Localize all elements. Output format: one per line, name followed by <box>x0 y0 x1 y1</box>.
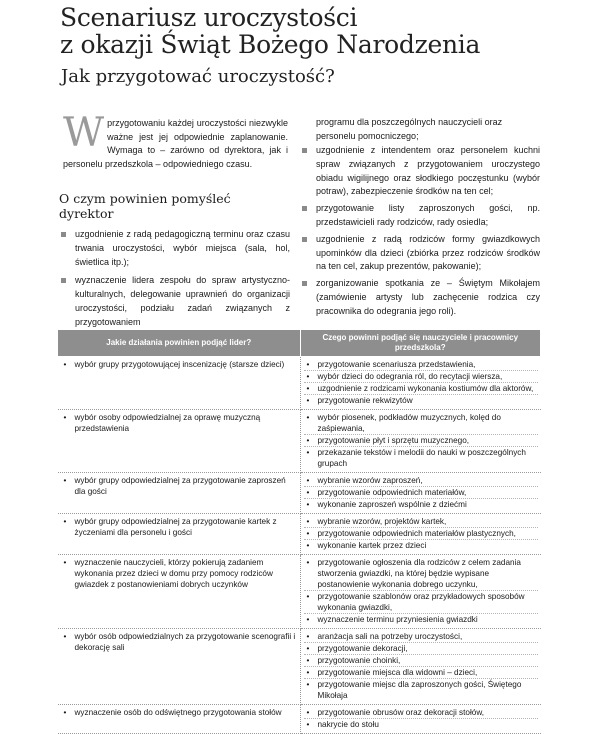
director-task-list-right <box>300 144 540 322</box>
square-bullet-icon <box>302 206 307 211</box>
table-row <box>58 629 541 705</box>
staff-task: • przygotowanie ogłoszenia dla rodziców z celem zadania stworzenia gwiazdki, na której będzie wypisane postanowienie wykonania dobrego uczynku, <box>304 557 538 590</box>
staff-cell <box>300 514 541 555</box>
tasks-table <box>57 329 541 734</box>
section-heading-line-2: dyrektor <box>59 206 114 221</box>
staff-cell <box>300 473 541 514</box>
leader-cell <box>58 629 301 705</box>
list-item <box>300 144 540 199</box>
staff-task: • przygotowanie choinki, <box>304 654 538 666</box>
staff-task: • wybranie wzorów zaproszeń, <box>304 475 538 486</box>
list-item-text: uzgodnienie z intendentem oraz personelem kuchni spraw związanych z przygotowaniem uroczystego obiadu wigilijnego oraz słodkiego poczęstunku (wybór potraw), zabezpieczenie środków na ten cel; <box>316 145 540 197</box>
list-item-continuation: programu dla poszczególnych nauczycieli oraz personelu pomocniczego; <box>316 117 503 141</box>
leader-action: • wybór osób odpowiedzialnych za przygotowanie scenografii i dekorację sali <box>61 631 297 653</box>
staff-task: • przygotowanie odpowiednich materiałów, <box>304 486 538 498</box>
staff-task: • przygotowanie płyt i sprzętu muzycznego, <box>304 434 538 446</box>
staff-task: • wybranie wzorów, projektów kartek, <box>304 516 538 527</box>
staff-cell <box>300 410 541 473</box>
intro-paragraph <box>63 110 288 171</box>
list-item <box>300 233 540 274</box>
staff-task: • wybór dzieci do odegrania ról, do recytacji wiersza, <box>304 370 538 382</box>
staff-task: • przygotowanie miejsca dla widowni – dzieci, <box>304 666 538 678</box>
square-bullet-icon <box>61 232 66 237</box>
table-row <box>58 555 541 629</box>
column-header-staff: Czego powinni podjąć się nauczyciele i pracownicy przedszkola? <box>300 330 541 357</box>
staff-task: • przygotowanie rekwizytów <box>304 394 538 406</box>
staff-task: • wybór piosenek, podkładów muzycznych, kolęd do zaśpiewania, <box>304 412 538 434</box>
section-heading-line-1: O czym powinien pomyśleć <box>59 191 231 206</box>
leader-cell <box>58 555 301 629</box>
leader-action: • wybór osoby odpowiedzialnej za oprawę muzyczną przedstawienia <box>61 412 297 434</box>
staff-task: • wyznaczenie terminu przyniesienia gwiazdki <box>304 613 538 625</box>
list-item <box>59 228 290 269</box>
leader-cell <box>58 357 301 410</box>
leader-action: • wybór grupy odpowiedzialnej za przygotowanie zaproszeń dla gości <box>61 475 297 497</box>
leader-action: • wybór grupy przygotowującej inscenizację (starsze dzieci) <box>61 359 297 370</box>
column-header-leader: Jakie działania powinien podjąć lider? <box>58 330 301 357</box>
staff-task: • przekazanie tekstów i melodii do nauki w poszczególnych grupach <box>304 446 538 469</box>
leader-action: • wyznaczenie nauczycieli, którzy pokierują zadaniem wykonania przez dzieci w domu przy pomocy rodziców gwiazdek z postanowieniami dobrych uczynków <box>61 557 297 590</box>
staff-task: • nakrycie do stołu <box>304 718 538 730</box>
title-line-2: z okazji Świąt Bożego Narodzenia <box>60 30 481 59</box>
staff-cell <box>300 629 541 705</box>
staff-task: • przygotowanie miejsc dla zaproszonych gości, Świętego Mikołaja <box>304 678 538 701</box>
page-subtitle: Jak przygotować uroczystość? <box>61 66 335 87</box>
staff-task: • wykonanie kartek przez dzieci <box>304 539 538 551</box>
staff-task: • przygotowanie szablonów oraz przykładowych sposobów wykonania gwiazdki, <box>304 590 538 613</box>
table-header-row <box>58 330 541 357</box>
staff-task: • wykonanie zaproszeń wspólnie z dziećmi <box>304 498 538 510</box>
square-bullet-icon <box>302 281 307 286</box>
list-item-text: uzgodnienie z radą rodziców formy gwiazdkowych upominków dla dzieci (zbiórka przez rodziców środków na ten cel, zakup prezentów, pakowanie); <box>316 233 540 272</box>
list-item <box>59 274 290 329</box>
list-item-text: zorganizowanie spotkania ze – Świętym Mikołajem (zamówienie artysty lub zachęcenie rodzica czy pracownika do odegrania jego roli). <box>316 278 540 316</box>
staff-task: • przygotowanie obrusów oraz dekoracji stołów, <box>304 707 538 718</box>
table-row <box>58 705 541 734</box>
table-row <box>58 357 541 410</box>
staff-task: • przygotowanie odpowiednich materiałów plastycznych, <box>304 527 538 539</box>
table-row <box>58 473 541 514</box>
list-item-text: uzgodnienie z radą pedagogiczną terminu oraz czasu trwania uroczystości, wybór miejsca (sala, hol, świetlica itp.); <box>75 229 290 267</box>
director-task-list-left <box>59 228 290 335</box>
staff-cell <box>300 357 541 410</box>
list-item <box>300 277 540 318</box>
leader-cell <box>58 705 301 734</box>
square-bullet-icon <box>61 278 66 283</box>
list-item <box>300 202 540 230</box>
staff-cell <box>300 705 541 734</box>
leader-action: • wyznaczenie osób do odświętnego przygotowania stołów <box>61 707 297 718</box>
list-item-text: przygotowanie listy zaproszonych gości, np. przedstawicieli rady rodziców, rady osiedla; <box>316 203 540 227</box>
square-bullet-icon <box>302 148 307 153</box>
staff-task: • uzgodnienie z rodzicami wykonania kostiumów dla aktorów, <box>304 382 538 394</box>
table-row <box>58 514 541 555</box>
leader-cell <box>58 514 301 555</box>
table-row <box>58 410 541 473</box>
list-item-text: wyznaczenie lidera zespołu do spraw artystyczno-kulturalnych, delegowanie uprawnień do organizacji uroczystości, podziału zadań związanych z przygotowaniem <box>75 275 290 327</box>
intro-text: przygotowaniu każdej uroczystości niezwykle ważne jest jej odpowiednie zaplanowanie. Wymaga to – zarówno od dyrektora, jak i personelu przedszkola – odpowiedniego czasu. <box>63 118 288 169</box>
leader-cell <box>58 473 301 514</box>
staff-cell <box>300 555 541 629</box>
leader-action: • wybór grupy odpowiedzialnej za przygotowanie kartek z życzeniami dla personelu i gości <box>61 516 297 538</box>
staff-task: • przygotowanie scenariusza przedstawienia, <box>304 359 538 370</box>
drop-cap: W <box>63 110 105 156</box>
page-title <box>60 4 480 58</box>
staff-task: • przygotowanie dekoracji, <box>304 642 538 654</box>
square-bullet-icon <box>302 237 307 242</box>
section-heading <box>59 191 289 221</box>
staff-task: • aranżacja sali na potrzeby uroczystości, <box>304 631 538 642</box>
leader-cell <box>58 410 301 473</box>
title-line-1: Scenariusz uroczystości <box>60 3 358 32</box>
